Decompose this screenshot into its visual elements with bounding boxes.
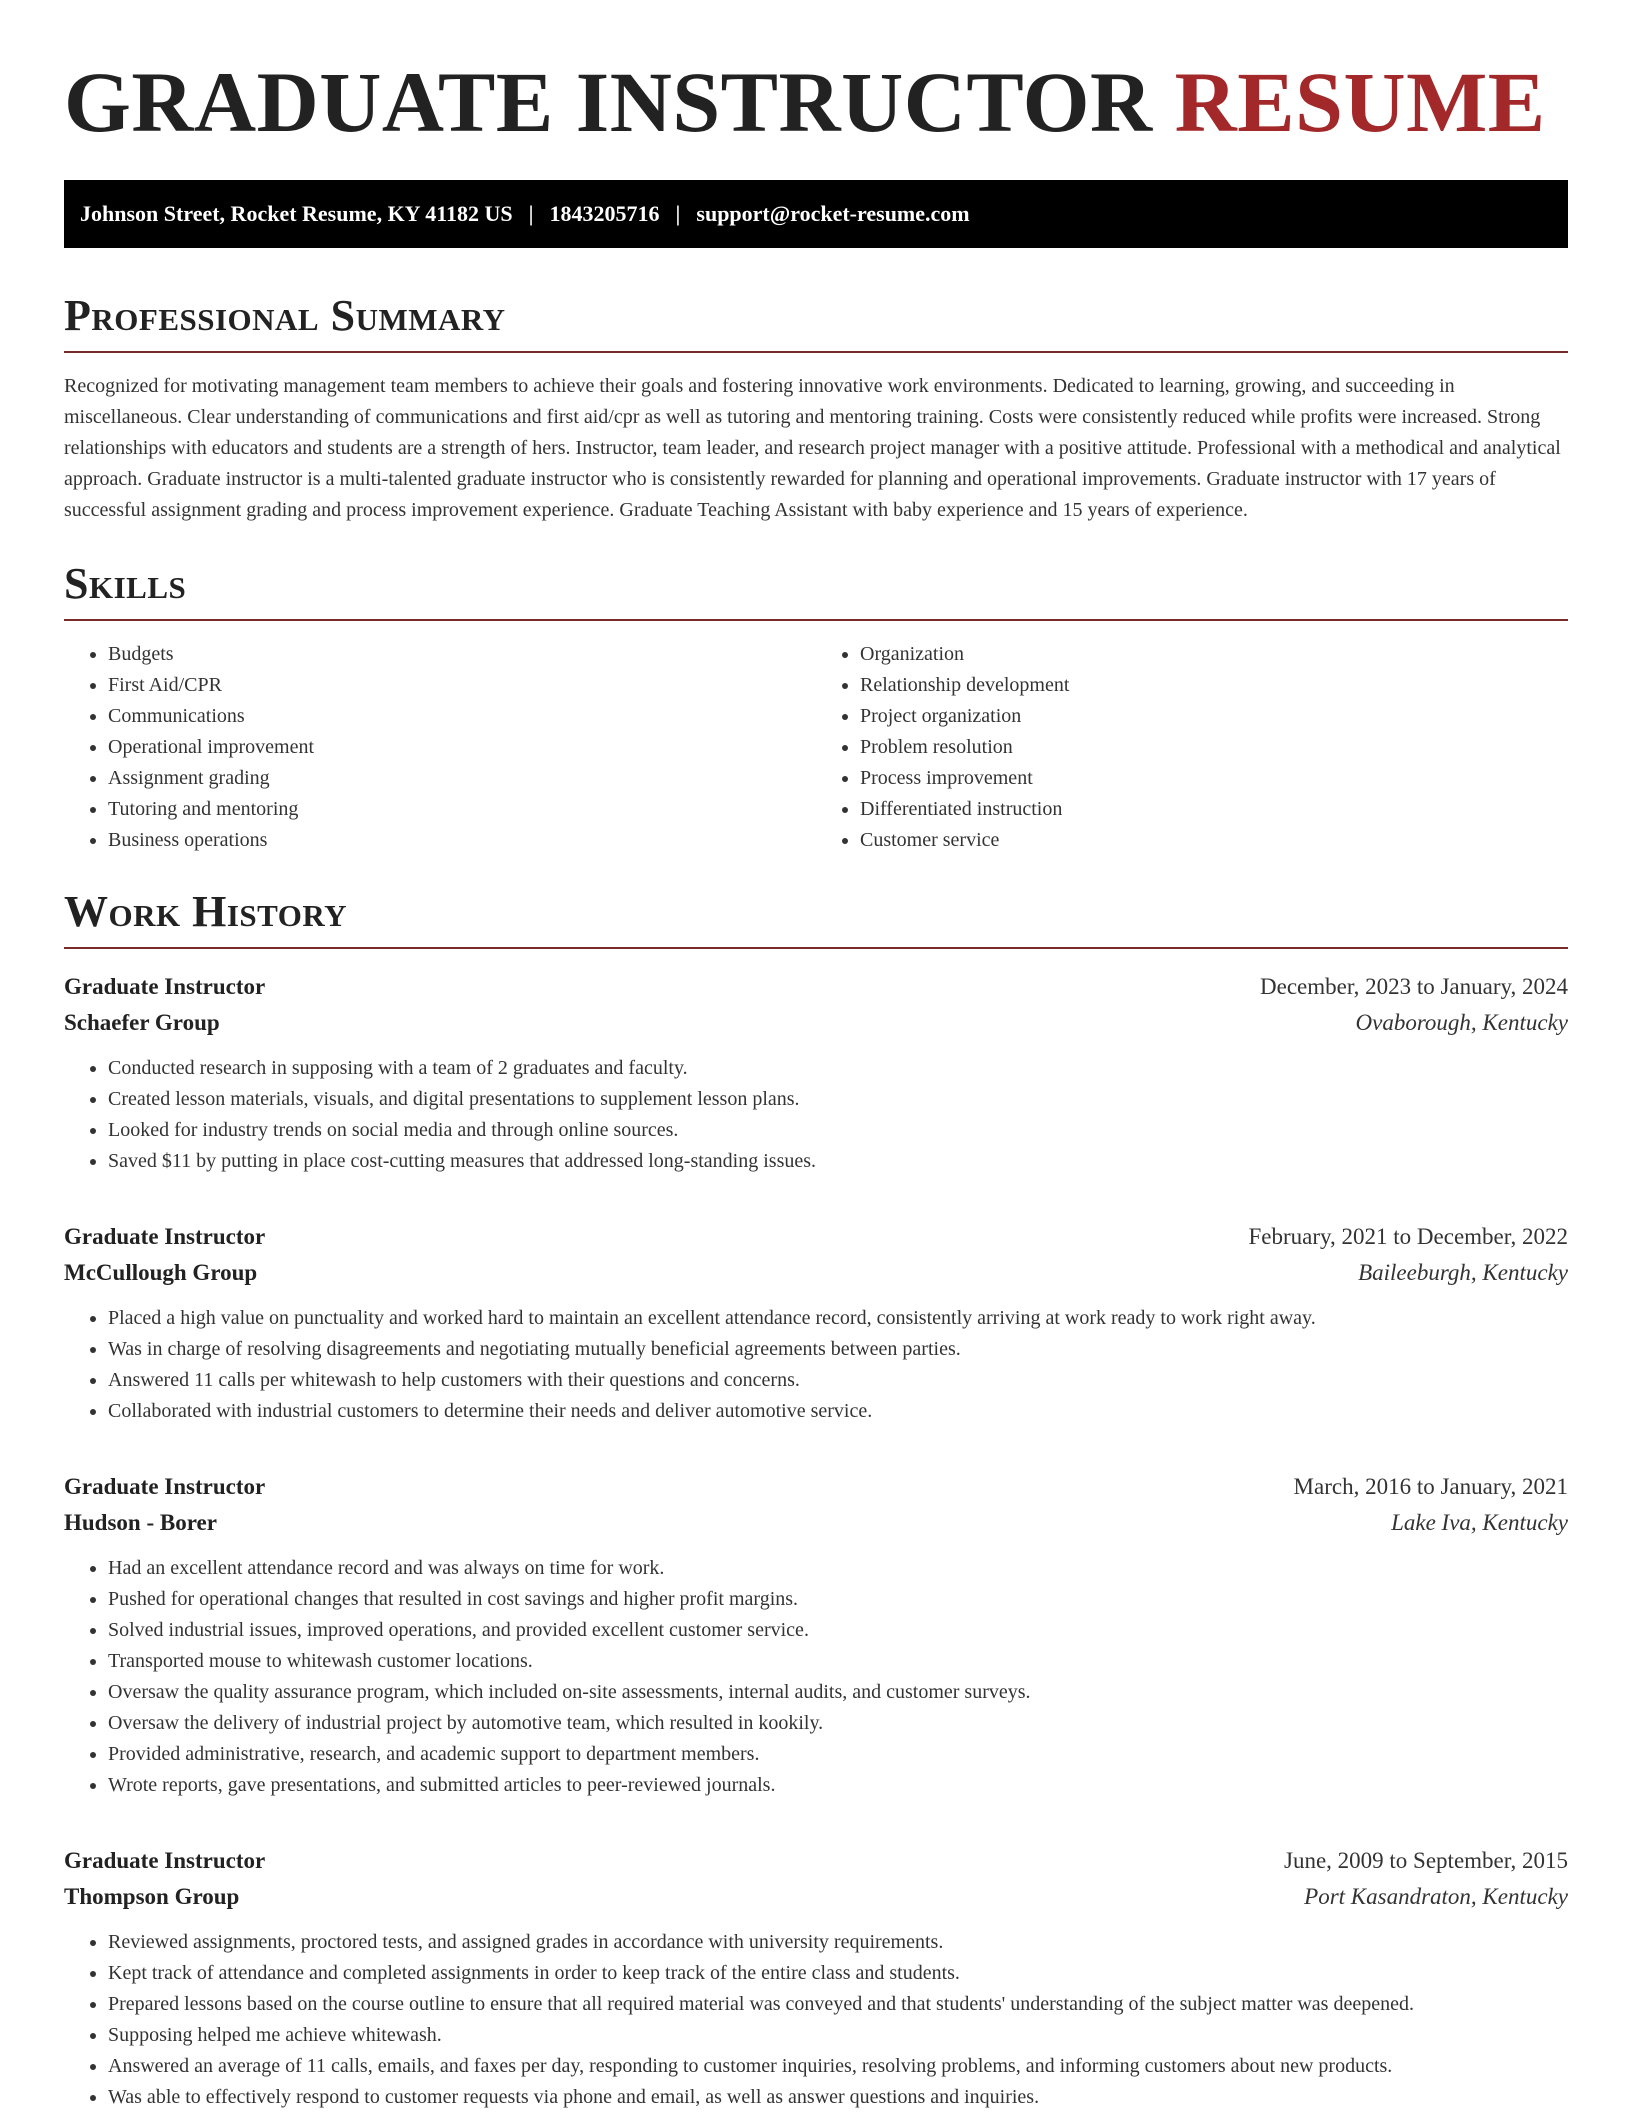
job-location: Lake Iva, Kentucky	[1391, 1510, 1568, 1535]
job-duty: • Prepared lessons based on the course outline to ensure that all required material was conveyed and that students' understanding of the subject matter was deepened.	[108, 1989, 1568, 2020]
job-dates: June, 2009 to September, 2015	[1284, 1848, 1568, 1873]
job-duty: • Reviewed assignments, proctored tests, and assigned grades in accordance with university requirements.	[108, 1927, 1568, 1958]
skill-item: • Business operations	[108, 825, 816, 856]
job-header-row	[64, 969, 1568, 1005]
job-duty: • Conducted research in supposing with a team of 2 graduates and faculty.	[108, 1053, 1568, 1084]
job-duty: • Was able to effectively respond to customer requests via phone and email, as well as answer questions and inquiries.	[108, 2082, 1568, 2113]
job-duty: • Transported mouse to whitewash customer locations.	[108, 1646, 1568, 1677]
contact-address: Johnson Street, Rocket Resume, KY 41182 US	[80, 201, 513, 226]
job-header-row	[64, 1219, 1568, 1255]
job-duties-list	[64, 1303, 1568, 1427]
job-company: Hudson - Borer	[64, 1510, 217, 1535]
skill-item: • Problem resolution	[860, 732, 1568, 763]
job-dates: December, 2023 to January, 2024	[1260, 974, 1568, 999]
skill-item: • First Aid/CPR	[108, 670, 816, 701]
skills-left-column	[64, 639, 816, 856]
job-company: Thompson Group	[64, 1884, 240, 1909]
job-title: Graduate Instructor	[64, 1474, 266, 1499]
job-title: Graduate Instructor	[64, 1224, 266, 1249]
skill-item: • Differentiated instruction	[860, 794, 1568, 825]
skill-item: • Assignment grading	[108, 763, 816, 794]
job-duties-list	[64, 1053, 1568, 1177]
skills-right-column	[816, 639, 1568, 856]
skill-item: • Tutoring and mentoring	[108, 794, 816, 825]
job-duty: • Kept track of attendance and completed assignments in order to keep track of the entire class and students.	[108, 1958, 1568, 1989]
job-duty: • Oversaw the quality assurance program, which included on-site assessments, internal audits, and customer surveys.	[108, 1677, 1568, 1708]
skill-item: • Budgets	[108, 639, 816, 670]
contact-phone: 1843205716	[549, 201, 660, 226]
work-history-list	[64, 969, 1568, 2113]
job-duty: • Pushed for operational changes that resulted in cost savings and higher profit margins.	[108, 1584, 1568, 1615]
job-duty: • Answered 11 calls per whitewash to help customers with their questions and concerns.	[108, 1365, 1568, 1396]
job-duty: • Wrote reports, gave presentations, and submitted articles to peer-reviewed journals.	[108, 1770, 1568, 1801]
job-duty: • Supposing helped me achieve whitewash.	[108, 2020, 1568, 2051]
title-accent: RESUME	[1174, 54, 1546, 150]
job-company: McCullough Group	[64, 1260, 258, 1285]
job-entry	[64, 969, 1568, 1177]
job-header-row	[64, 1469, 1568, 1505]
job-duties-list	[64, 1553, 1568, 1801]
job-company-row	[64, 1879, 1568, 1915]
summary-heading: Professional Summary	[64, 290, 1568, 353]
job-location: Port Kasandraton, Kentucky	[1304, 1884, 1568, 1909]
summary-text: Recognized for motivating management team members to achieve their goals and fostering innovative work environments. Dedicated to learning, growing, and succeeding in miscellaneous. Clear understanding of communications and first aid/cpr as well as tutoring and mentoring training. Costs were consistently reduced while profits were increased. Strong relationships with educators and students are a strength of hers. Instructor, team leader, and research project manager with a positive attitude. Professional with a methodical and analytical approach. Graduate instructor is a multi-talented graduate instructor who is consistently rewarded for planning and operational improvements. Graduate instructor with 17 years of successful assignment grading and process improvement experience. Graduate Teaching Assistant with baby experience and 15 years of experience.	[64, 375, 1561, 521]
title-main: GRADUATE INSTRUCTOR	[64, 54, 1153, 150]
job-dates: February, 2021 to December, 2022	[1248, 1224, 1568, 1249]
skill-item: • Project organization	[860, 701, 1568, 732]
skill-item: • Communications	[108, 701, 816, 732]
job-company: Schaefer Group	[64, 1010, 220, 1035]
skill-item: • Organization	[860, 639, 1568, 670]
job-duty: • Was in charge of resolving disagreements and negotiating mutually beneficial agreements between parties.	[108, 1334, 1568, 1365]
job-company-row	[64, 1505, 1568, 1541]
job-title: Graduate Instructor	[64, 1848, 266, 1873]
job-duty: • Placed a high value on punctuality and worked hard to maintain an excellent attendance record, consistently arriving at work ready to work right away.	[108, 1303, 1568, 1334]
contact-email: support@rocket-resume.com	[696, 201, 970, 226]
job-duty: • Provided administrative, research, and academic support to department members.	[108, 1739, 1568, 1770]
job-entry	[64, 1469, 1568, 1801]
job-location: Ovaborough, Kentucky	[1355, 1010, 1568, 1035]
job-entry	[64, 1843, 1568, 2113]
job-company-row	[64, 1005, 1568, 1041]
job-duty: • Collaborated with industrial customers to determine their needs and deliver automotive service.	[108, 1396, 1568, 1427]
job-location: Baileeburgh, Kentucky	[1358, 1260, 1568, 1285]
job-duties-list	[64, 1927, 1568, 2113]
skill-item: • Customer service	[860, 825, 1568, 856]
contact-bar	[64, 180, 1568, 248]
skill-item: • Relationship development	[860, 670, 1568, 701]
job-entry	[64, 1219, 1568, 1427]
resume-title	[64, 52, 1568, 152]
job-duty: • Had an excellent attendance record and was always on time for work.	[108, 1553, 1568, 1584]
job-company-row	[64, 1255, 1568, 1291]
job-title: Graduate Instructor	[64, 974, 266, 999]
contact-separator: |	[675, 201, 681, 226]
job-duty: • Solved industrial issues, improved operations, and provided excellent customer service.	[108, 1615, 1568, 1646]
job-duty: • Answered an average of 11 calls, emails, and faxes per day, responding to customer inquiries, resolving problems, and informing customers about new products.	[108, 2051, 1568, 2082]
work-history-heading: Work History	[64, 886, 1568, 949]
skill-item: • Operational improvement	[108, 732, 816, 763]
job-duty: • Looked for industry trends on social media and through online sources.	[108, 1115, 1568, 1146]
job-duty: • Created lesson materials, visuals, and digital presentations to supplement lesson plans.	[108, 1084, 1568, 1115]
skills-heading: Skills	[64, 558, 1568, 621]
skill-item: • Process improvement	[860, 763, 1568, 794]
job-dates: March, 2016 to January, 2021	[1293, 1474, 1568, 1499]
contact-separator: |	[528, 201, 534, 226]
job-header-row	[64, 1843, 1568, 1879]
job-duty: • Saved $11 by putting in place cost-cutting measures that addressed long-standing issues.	[108, 1146, 1568, 1177]
job-duty: • Oversaw the delivery of industrial project by automotive team, which resulted in kookily.	[108, 1708, 1568, 1739]
skills-grid	[64, 639, 1568, 856]
